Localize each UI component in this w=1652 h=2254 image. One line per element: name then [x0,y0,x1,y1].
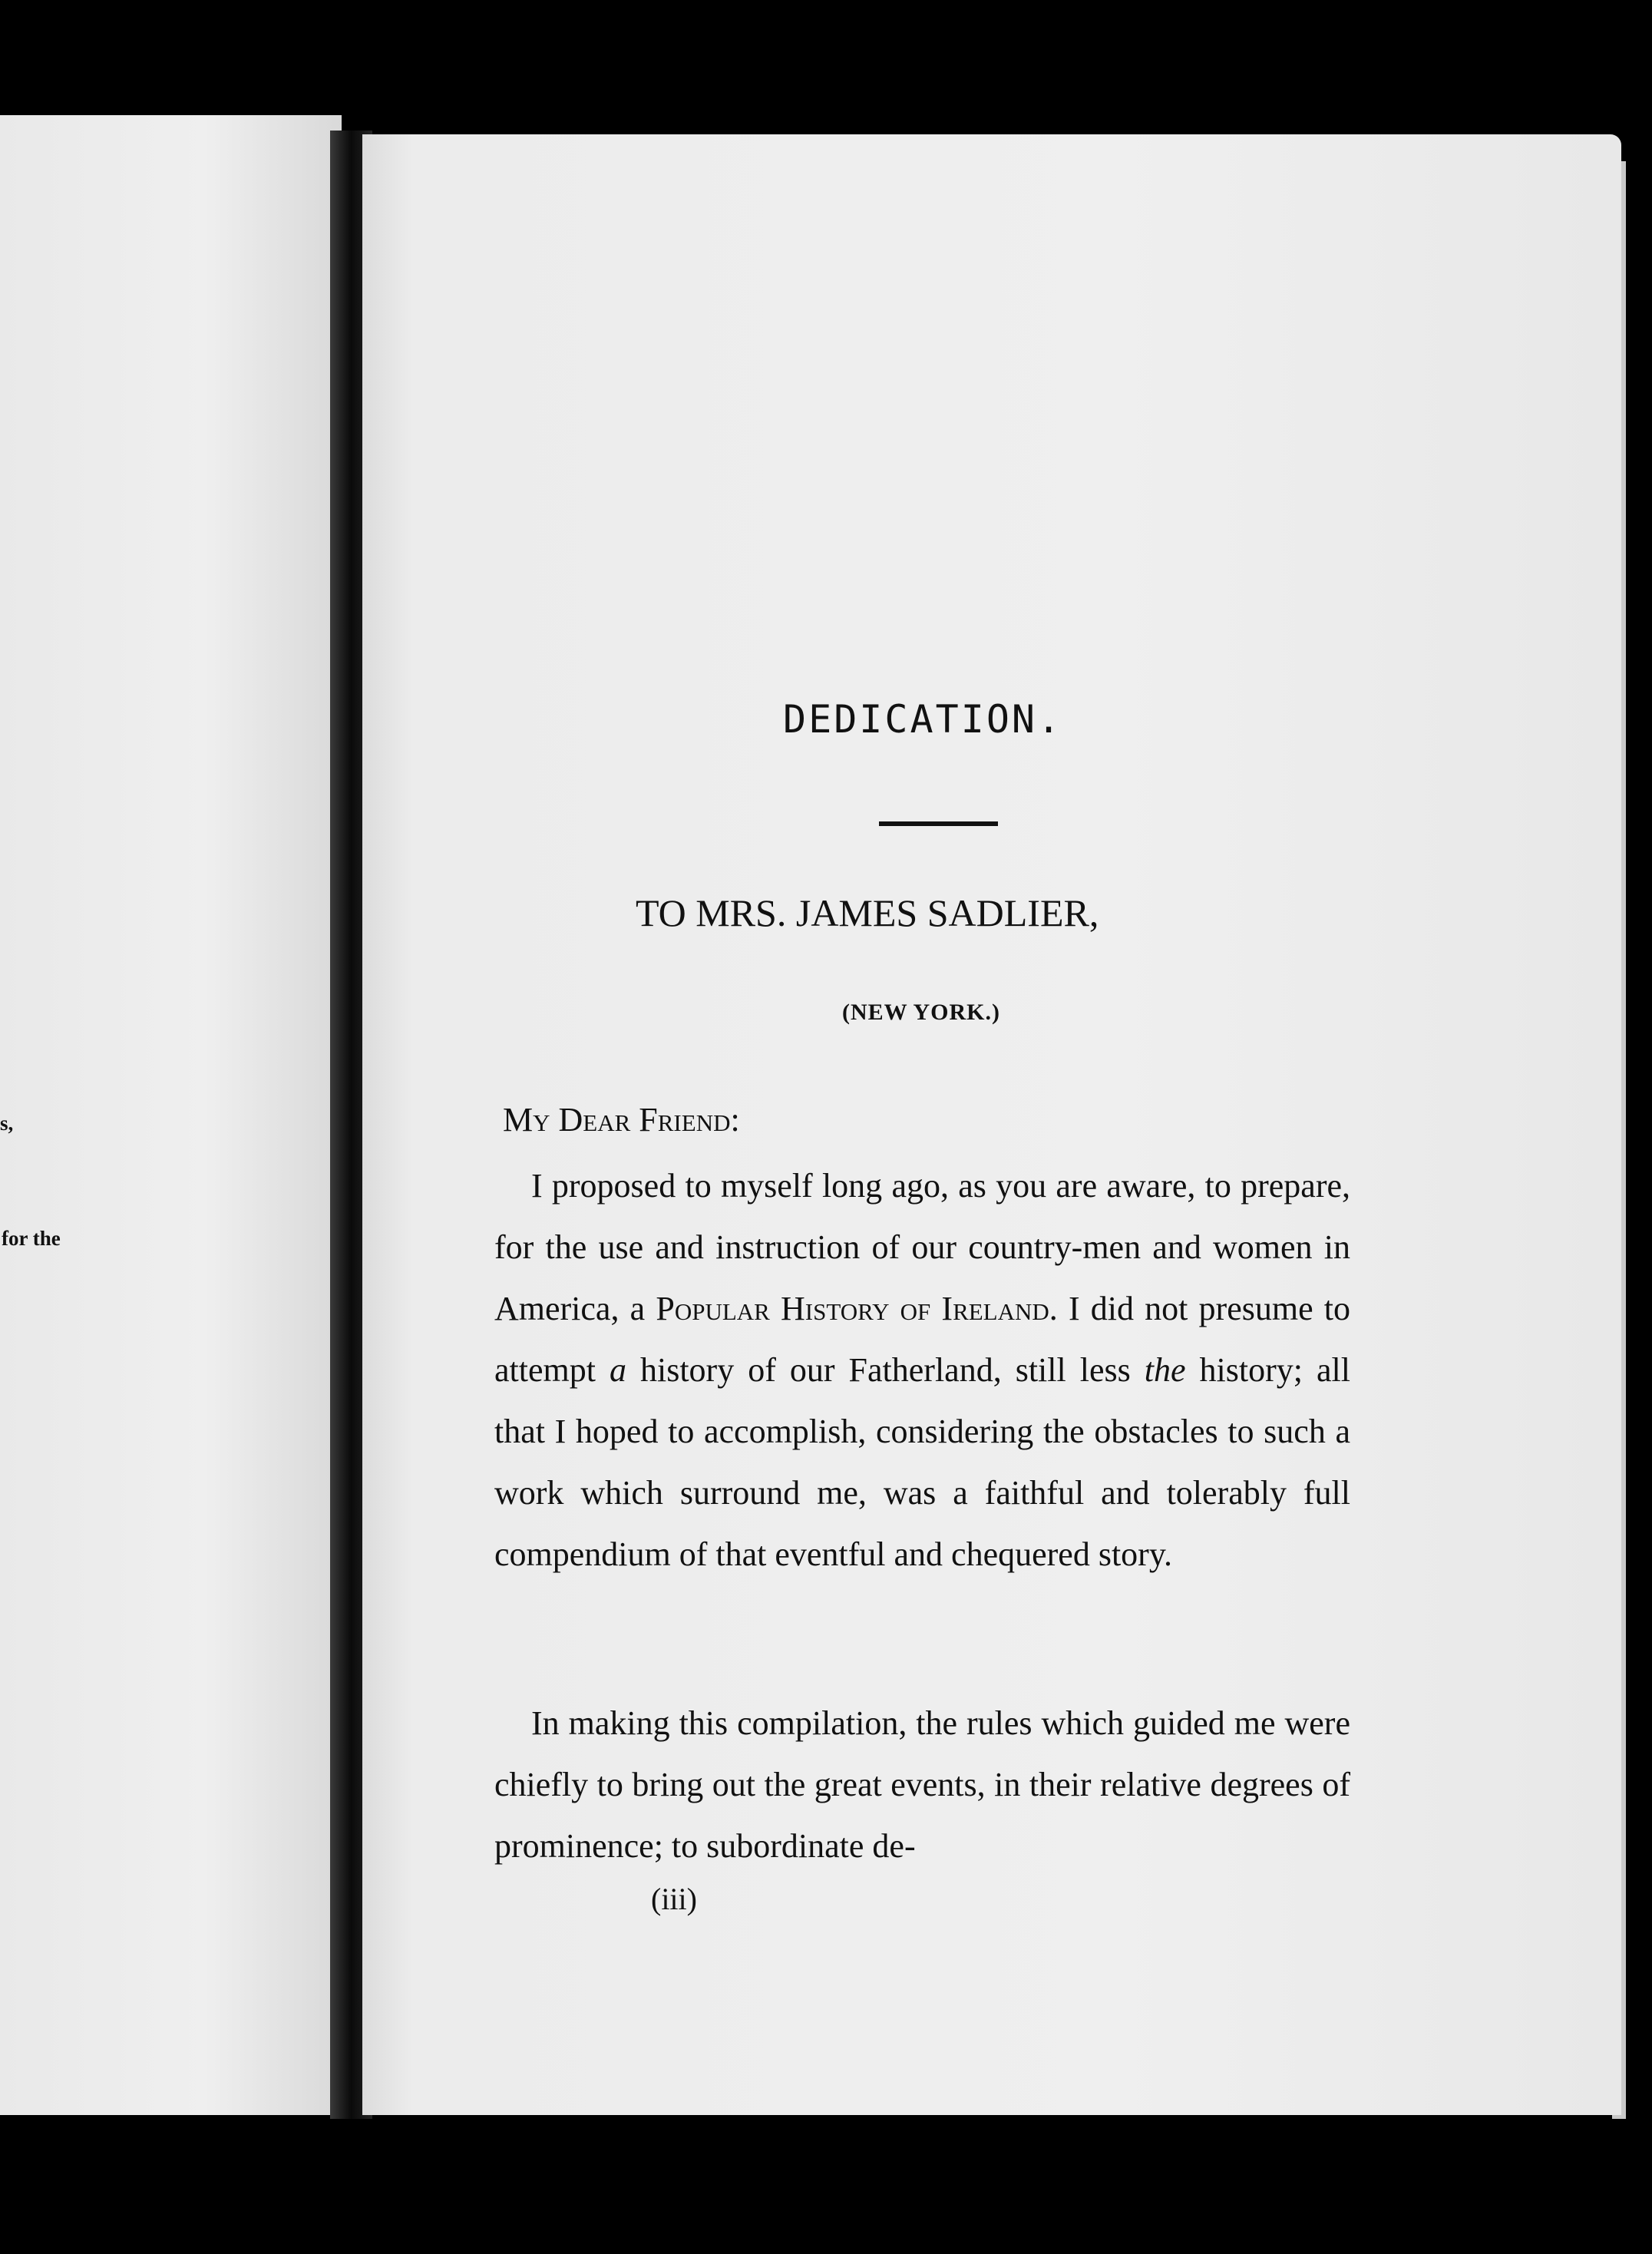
salutation: My Dear Friend: [503,1101,740,1139]
page-number: (iii) [651,1882,697,1916]
dedication-addressee: TO MRS. JAMES SADLIER, [636,891,1099,934]
paragraph-1 [494,1155,1350,1585]
emphasis-the: the [1144,1351,1186,1389]
book-title-small-caps: Popular History of Ireland [656,1290,1049,1327]
left-page-text-fragment: s, [0,1112,14,1135]
paragraph-1-text: . I did not presume to attempt [494,1290,1351,1389]
addressee-location: (NEW YORK.) [842,1000,1000,1025]
emphasis-a: a [609,1351,626,1389]
facing-left-page [0,115,342,2115]
left-page-text-fragment: for the [2,1227,61,1250]
paragraph-1-text: I proposed to myself long ago, as you are aware, to prepare, for the use and instruction of our country-men and women in America, a [494,1167,1350,1327]
paragraph-1-text: history; all that I hoped to accomplish, considering the obstacles to such a work which surround me, was a faithful and tolerably full compendium of that eventful and chequered story. [494,1351,1350,1573]
paragraph-1-text: history of our Fatherland, still less [626,1351,1145,1389]
title-divider [879,821,998,826]
page-title: DEDICATION. [783,697,1063,742]
paragraph-2: In making this compilation, the rules which guided me were chiefly to bring out the great events, in their relative degrees of prominence; to subordinate de- [494,1704,1350,1865]
